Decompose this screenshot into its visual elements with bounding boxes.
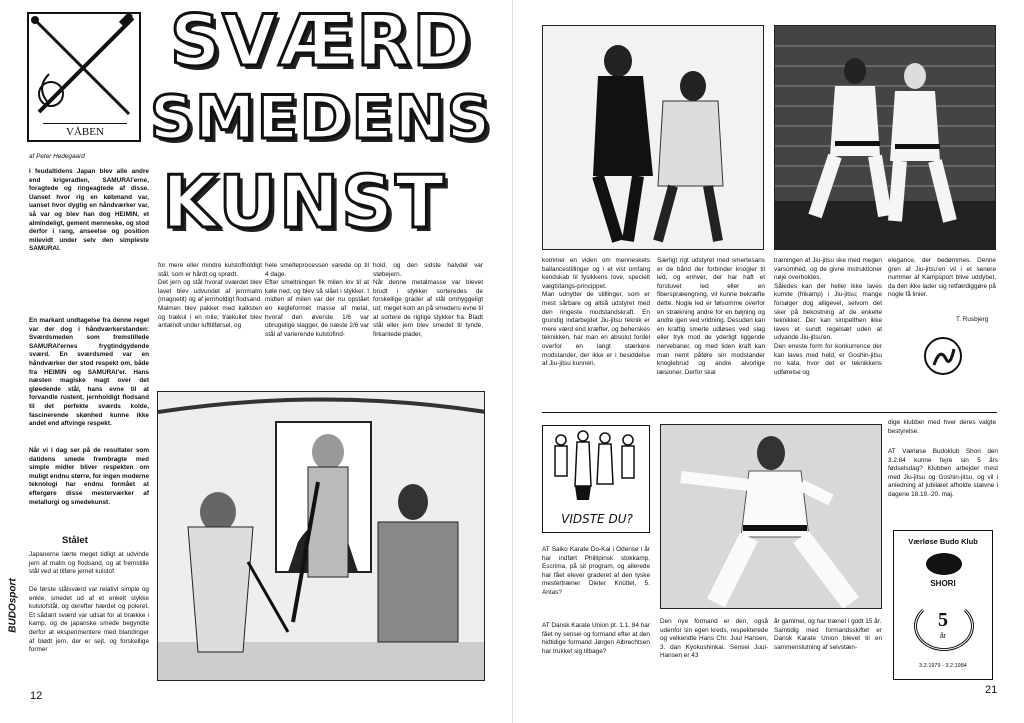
col1-subheading: Stålet <box>62 535 88 546</box>
col4-text: hold, og den sidste halvdel var støbejern. Når denne metalmasse var blevet brudt i stykker sorteredes de forskellige grader af stål omhyggeligt ud; meget kom an på smedens evne til at sortere de rigtige stykker fra. Bladt stål eller jern blev smedet til tynde, firkantede plader, <box>373 262 483 338</box>
magazine-logo-circle <box>924 337 962 375</box>
smiths-at-forge-drawing <box>158 392 485 681</box>
col2-text: for mere eller mindre kulstofholdigt stål, som er hårdt og sprødt. Det jern og stål hvoraf sværdet blev lavet blev udvundet af jernmalm (magnetit) og af jernholdigt flodsand. Malmen blev pakket med kalksten og trækul i en mile; trækullet blev antændt under lufttilførsel, og <box>158 262 262 330</box>
col1-paragraph-4: Japanerne lærte meget tidligt at udvinde jern af malm og flodsand, og at fremstille stål ved at tilføre jernet kulstof. <box>29 551 149 576</box>
col1-intro: I feudaltidens Japan blev alle andre end krigeradlen, SAMURAI'erne, foragtede og ringeagtede af disse. Uanset hvor rig en købmand var, uanset hvor dygtig en håndværker var, så var og blev han dog HEIMIN, et almindeligt, gement menneske, og stod derfor i rang, anseelse og position milevidt under selv den simpleste SAMURAI. <box>29 168 149 253</box>
article-signature: T. Rusbjerg <box>956 316 989 323</box>
right-col1-text: kommer en viden om menneskets ballancestillinger og i et vist omfang kendskab til fysikkens love, specielt vægtstangs-princippet. Man udnytter de stillinger, som er mest sårbare og altså udstyret med den ringeste modstandskraft. En grundig indarbejdet Jiu-jitsu teknik er mere værd end kræfter, og beherskes teknikken, har man en absolut fordel overfor en langt stærkere modstander, der ikke er i besiddelse af Jiu-jitsu kunnen. <box>542 257 650 368</box>
vaaben-logo <box>27 12 141 142</box>
title-line-2: SMEDENS <box>150 83 493 153</box>
right-col3-text: træningen af Jiu-jitsu ske med megen varsomhed, og de givne instruktioner nøje overholdes. Således kan der heller ikke laves kumite (frikamp) i Jiu-jitsu; mange forsøger dog alligevel, selvom det sker på bekostning af de enkelte teknikker. Der kan simpelthen ikke laves et sundt regelsæt uden at udvande Jiu-jitsu'en. Den eneste form for konkurrence der kan laves med held, er Goshin-jitsu no kata, hvor det er teknikkens udførelse og <box>774 257 882 376</box>
club-name: Værløse Budo Klub <box>908 537 978 546</box>
col1-paragraph-2: En markant undtagelse fra denne regel var der dog i håndværkerstanden: Sværdsmeden som fremstillede SAMURAI'ernes frygtindgydende sværd. En sværdsmed var en håndværker der stod respekt om, både fra HEIMIN og SAMURAI'er. Hans næsten magiske magt over det gløedende stål, hans evne til at forvandle rustent, jernholdigt flodsand til det perfekte sværds kolde, fascinerende skønhed kunne ikke andet end aftvinge respekt. <box>29 317 149 428</box>
karate-master-photo <box>660 424 882 609</box>
mid-text-1: Den nye formand er den, også udenfor sin egen kreds, respekterede og velkendte Hans Chr. Juul Hansen, 3. dan Kyokushinkai. Sensei Juul-Hansen er 43 <box>660 618 768 660</box>
right-page <box>512 0 1024 723</box>
shori-emblem-icon <box>926 553 962 575</box>
karateka-group-icon <box>543 426 647 504</box>
jiujitsu-throw-photo <box>542 25 764 250</box>
news-item-shori: AT Værløse Budoklub Shori den 3.2.84 kunne fejre sin 5 års fødselsdag? Klubben arbejder mest med Jiu-jitsu og Goshin-jitsu, og vil i anledning af jubilæet afholde stævne i dagene 18.19.-20. maj. <box>888 448 998 498</box>
anniversary-dates: 3.2.1979 - 3.2.1984 <box>919 663 967 669</box>
right-text-top: dige klubber med hver deres valgte bestyrelse. <box>888 419 996 435</box>
magazine-side-label: BUDOsport <box>7 578 19 633</box>
shori-label: SHORI <box>930 579 956 588</box>
vidste-du-box <box>542 425 650 533</box>
title-line-3: KUNST <box>162 160 447 244</box>
news-item-dku: AT Dansk Karate Union pt. 1.1. 84 har fået ny sensei og formand efter at den hidtidige formand Jørgen Albrechtsen har trukket sig tilbage? <box>542 622 650 655</box>
anniversary-word: år <box>939 633 947 640</box>
anniversary-number: 5 <box>938 609 948 631</box>
crossed-swords-icon <box>29 14 139 122</box>
shori-club-box <box>893 530 993 680</box>
title-line-1: SVÆRD <box>170 0 473 82</box>
col1-paragraph-3: Når vi i dag ser på de resultater som datidens smede frembragte med simple midler bliver respekten om muligt endnu større, for ingen moderne teknologi har endnu formået at eftergøre disse mesterværker af metallurgi og smedekunst. <box>29 447 149 506</box>
karate-sparring-photo <box>774 25 996 250</box>
col1-paragraph-5: De første stålsværd var relativt simple og enkle, smedet ud af et enkelt stykke kulstofstål, og derefter hærdet og poleret. Et sådant sværd var udsat for at brække i kamp, og de japanske smede begyndte derfor at eksperimentere med blandinger af blødt jern, der er sejt, og forskellige former <box>29 586 149 654</box>
col3-text: hele smelteprocessen varede op til 4 dage. Efter smeltningen fik milen lov til at køle ned, og blev så slået i stykker. I midten af milen var der nu opstået en kegleformet masse af metal, hvoraf den øverste 1/6 var ubrugelige slagger, de næste 2/6 var stål af varierende kulstofind- <box>265 262 369 338</box>
vidste-du-label: VIDSTE DU? <box>561 512 633 526</box>
forge-illustration <box>157 391 485 681</box>
news-item-saiko: AT Saiko Karate Do-Kai i Odense i år har indført Phillipinsk stokkamp, Escrima, på sit program, og allerede har fået elever graderet af den tyske mestertræner Dieter Knüttel, 5. Antas? <box>542 546 650 596</box>
right-col2-text: Særligt rigt udstyret med smertesans er de bånd der forbinder knogler til led, og enhver, der har haft et forstuvet led eller en fiberspræengning, vil kunne bekræfte dette. Nogle led er følsomme overfor en strækning andre for en bøjning og andre igen ved vridning. Desuden kan en kraftig smerte udløses ved slag eller tryk mod de yderligt liggende nervebaner, og med liden kraft kan man nemt påføre sin modstander knoglebrud og andre alvorlige læsioner. Derfor skal <box>657 257 765 376</box>
right-page-number: 21 <box>985 684 998 696</box>
byline: af Peter Hedegaard <box>29 153 85 160</box>
magazine-emblem-icon <box>926 339 960 373</box>
section-divider <box>542 412 997 413</box>
vaaben-label: VÅBEN <box>43 123 127 138</box>
right-col4-text: elegance, der bedømmes. Denne gren af Jiu-jitsu'en vil i et senere nummer af Kampsport blive uddybet, da den ikke lader sig retfærdiggøre på nogle få linier. <box>888 257 996 299</box>
left-page-number: 12 <box>30 690 43 702</box>
article-title <box>150 0 500 256</box>
mid-text-2: år gammel, og har trænet i godt 15 år. Samtidig med formandsskiftet er Dansk Karate Union blevet til en sammenslutning af selvstæn- <box>774 618 882 651</box>
